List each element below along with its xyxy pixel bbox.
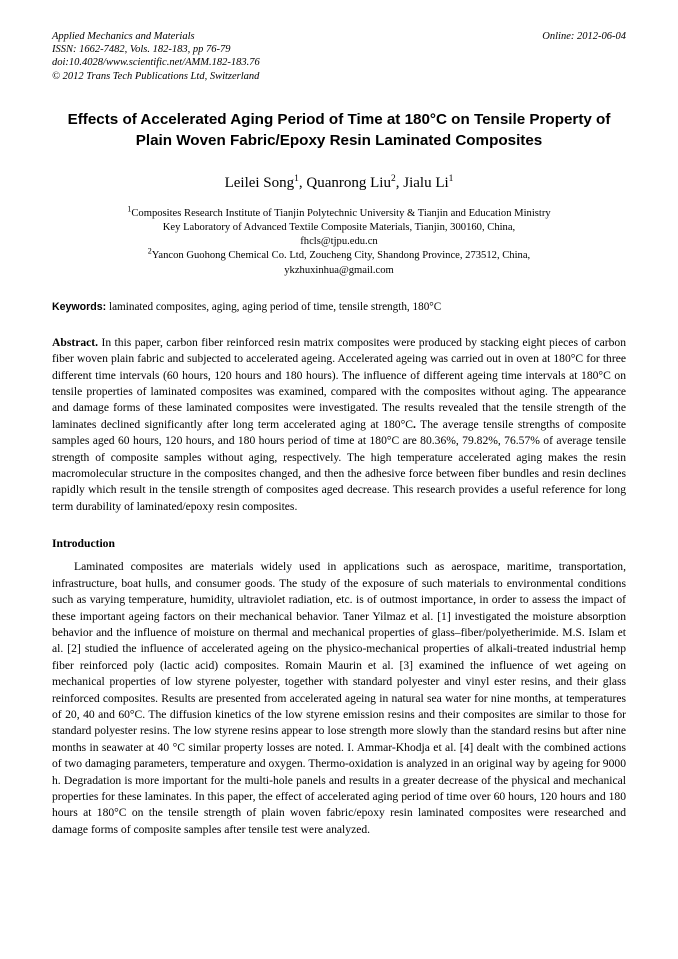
affiliation-2-line-1: [52, 246, 626, 263]
affiliation-1-line-2: Key Laboratory of Advanced Textile Composite Materials, Tianjin, 300160, China,: [162, 222, 516, 234]
section-heading-introduction: Introduction: [52, 537, 115, 551]
affiliation-2-email: ykzhuxinhua@gmail.com: [284, 264, 394, 276]
introduction-paragraph: Laminated composites are materials widely used in applications such as aerospace, maritime, transportation, infrastructure, boat hulls, and consumer goods. The study of the exposure of such materials to environmental conditions such as varying temperature, humidity, ultraviolet radiation, etc. is of outmost importance, in order to assess the impact of these important ageing factors on their mechanical behavior. Taner Yilmaz et al. [1] investigated the moisture absorption behavior and the influence of moisture on thermal and mechanical properties of glass–fiber/polyetherimide. M.S. Islam et al. [2] studied the influence of accelerated ageing on the physico-mechanical properties of alkali-treated industrial hemp fiber reinforced poly (lactic acid) composites. Romain Maurin et al. [3] examined the influence of wet ageing on mechanical properties of low styrene polyester, together with standard polyester and vinyl ester resins, and their glass reinforced composites. Results are presented from accelerated ageing in natural sea water for nine months, at temperatures of 20, 40 and 60°C. The diffusion kinetics of the low styrene emission resins and their composites are similar to those for standard polyester resins. The low styrene resins appear to lose strength more slowly than the standard resins but after nine months in seawater at 40 °C similar property losses are noted. I. Ammar-Khodja et al. [4] dealt with the combined actions of two damaging parameters, temperature and oxygen. Thermo-oxidation is analyzed in an original way by ageing for 9000 h. Degradation is more important for the multi-hole panels and results in a greater decrease of the physical and mechanical properties for these laminates. In this paper, the effect of accelerated aging period of time over 60 hours, 120 hours and 180 hours at 180°C on the tensile strength of plain woven fabric/epoxy resin laminated composites were researched and damage forms of composite samples after tensile test were analyzed.: [52, 560, 626, 836]
keywords-value: laminated composites, aging, aging period of time, tensile strength, 180°C: [106, 300, 442, 313]
author-3-name: Jialu Li: [403, 174, 449, 191]
author-1-affiliation-marker: 1: [294, 173, 299, 184]
abstract-text-part-2: The average tensile strengths of composite samples aged 60 hours, 120 hours, and 180 hours period of time at 180°C are 80.36%, 79.82%, 76.57% of average tensile strength of composite samples without aging, respectively. The high temperature accelerated aging makes the resin macromolecular structure in the composites changed, and then the adhesive force between fiber bundles and resin declines rapidly which result in the tensile strength of composites aged decrease. This research provides a useful reference for long term durability of laminated/epoxy resin composites.: [52, 417, 626, 513]
keywords-block: [52, 300, 626, 315]
author-2-name: Quanrong Liu: [306, 174, 391, 191]
journal-copyright: © 2012 Trans Tech Publications Ltd, Switzerland: [52, 70, 260, 82]
affiliation-2-marker: 2: [147, 246, 152, 256]
abstract-bold-period: .: [412, 417, 416, 431]
affiliation-1-text-a: Composites Research Institute of Tianjin Polytechnic University & Tianjin and Education Ministry: [131, 207, 551, 219]
author-list: [52, 173, 626, 193]
affiliation-1-line-1: [52, 204, 626, 221]
journal-header: [52, 30, 626, 83]
abstract-label: Abstract.: [52, 335, 99, 349]
journal-doi: doi:10.4028/www.scientific.net/AMM.182-183.76: [52, 57, 260, 69]
abstract-block: [52, 335, 626, 515]
online-date: Online: 2012-06-04: [542, 31, 626, 42]
journal-name: Applied Mechanics and Materials: [52, 31, 195, 42]
keywords-label: Keywords:: [52, 300, 107, 313]
affiliation-block: [52, 204, 626, 278]
journal-issn: ISSN: 1662-7482, Vols. 182-183, pp 76-79: [52, 44, 231, 56]
author-1-name: Leilei Song: [224, 174, 295, 191]
abstract-text-part-1: In this paper, carbon fiber reinforced resin matrix composites were produced by stacking eight pieces of carbon fiber woven plain fabric and subjected to accelerated ageing. Accelerated ageing was carried out in oven at 180°C for three different time intervals (60 hours, 120 hours and 180 hours). The influence of different ageing time intervals at 180°C on tensile properties of laminated composites was examined, compared with the composites without aging. The appearance and damage forms of these laminated composites were investigated. The results revealed that the tensile strength of the laminates declined significantly after long term accelerated aging at 180°C: [52, 335, 626, 431]
author-2-affiliation-marker: 2: [390, 173, 396, 184]
affiliation-2-text-a: Yancon Guohong Chemical Co. Ltd, Zoucheng City, Shandong Province, 273512, China,: [151, 250, 531, 262]
page-title: Effects of Accelerated Aging Period of Time at 180°C on Tensile Property of Plain Woven Fabric/Epoxy Resin Laminated Composites: [67, 110, 611, 149]
affiliation-1-email: fhcls@tjpu.edu.cn: [300, 236, 378, 248]
author-separator-1: ,: [298, 174, 307, 191]
affiliation-1-marker: 1: [127, 204, 132, 214]
author-3-affiliation-marker: 1: [448, 173, 454, 184]
author-separator-2: ,: [395, 174, 404, 191]
journal-header-left: [52, 30, 472, 83]
